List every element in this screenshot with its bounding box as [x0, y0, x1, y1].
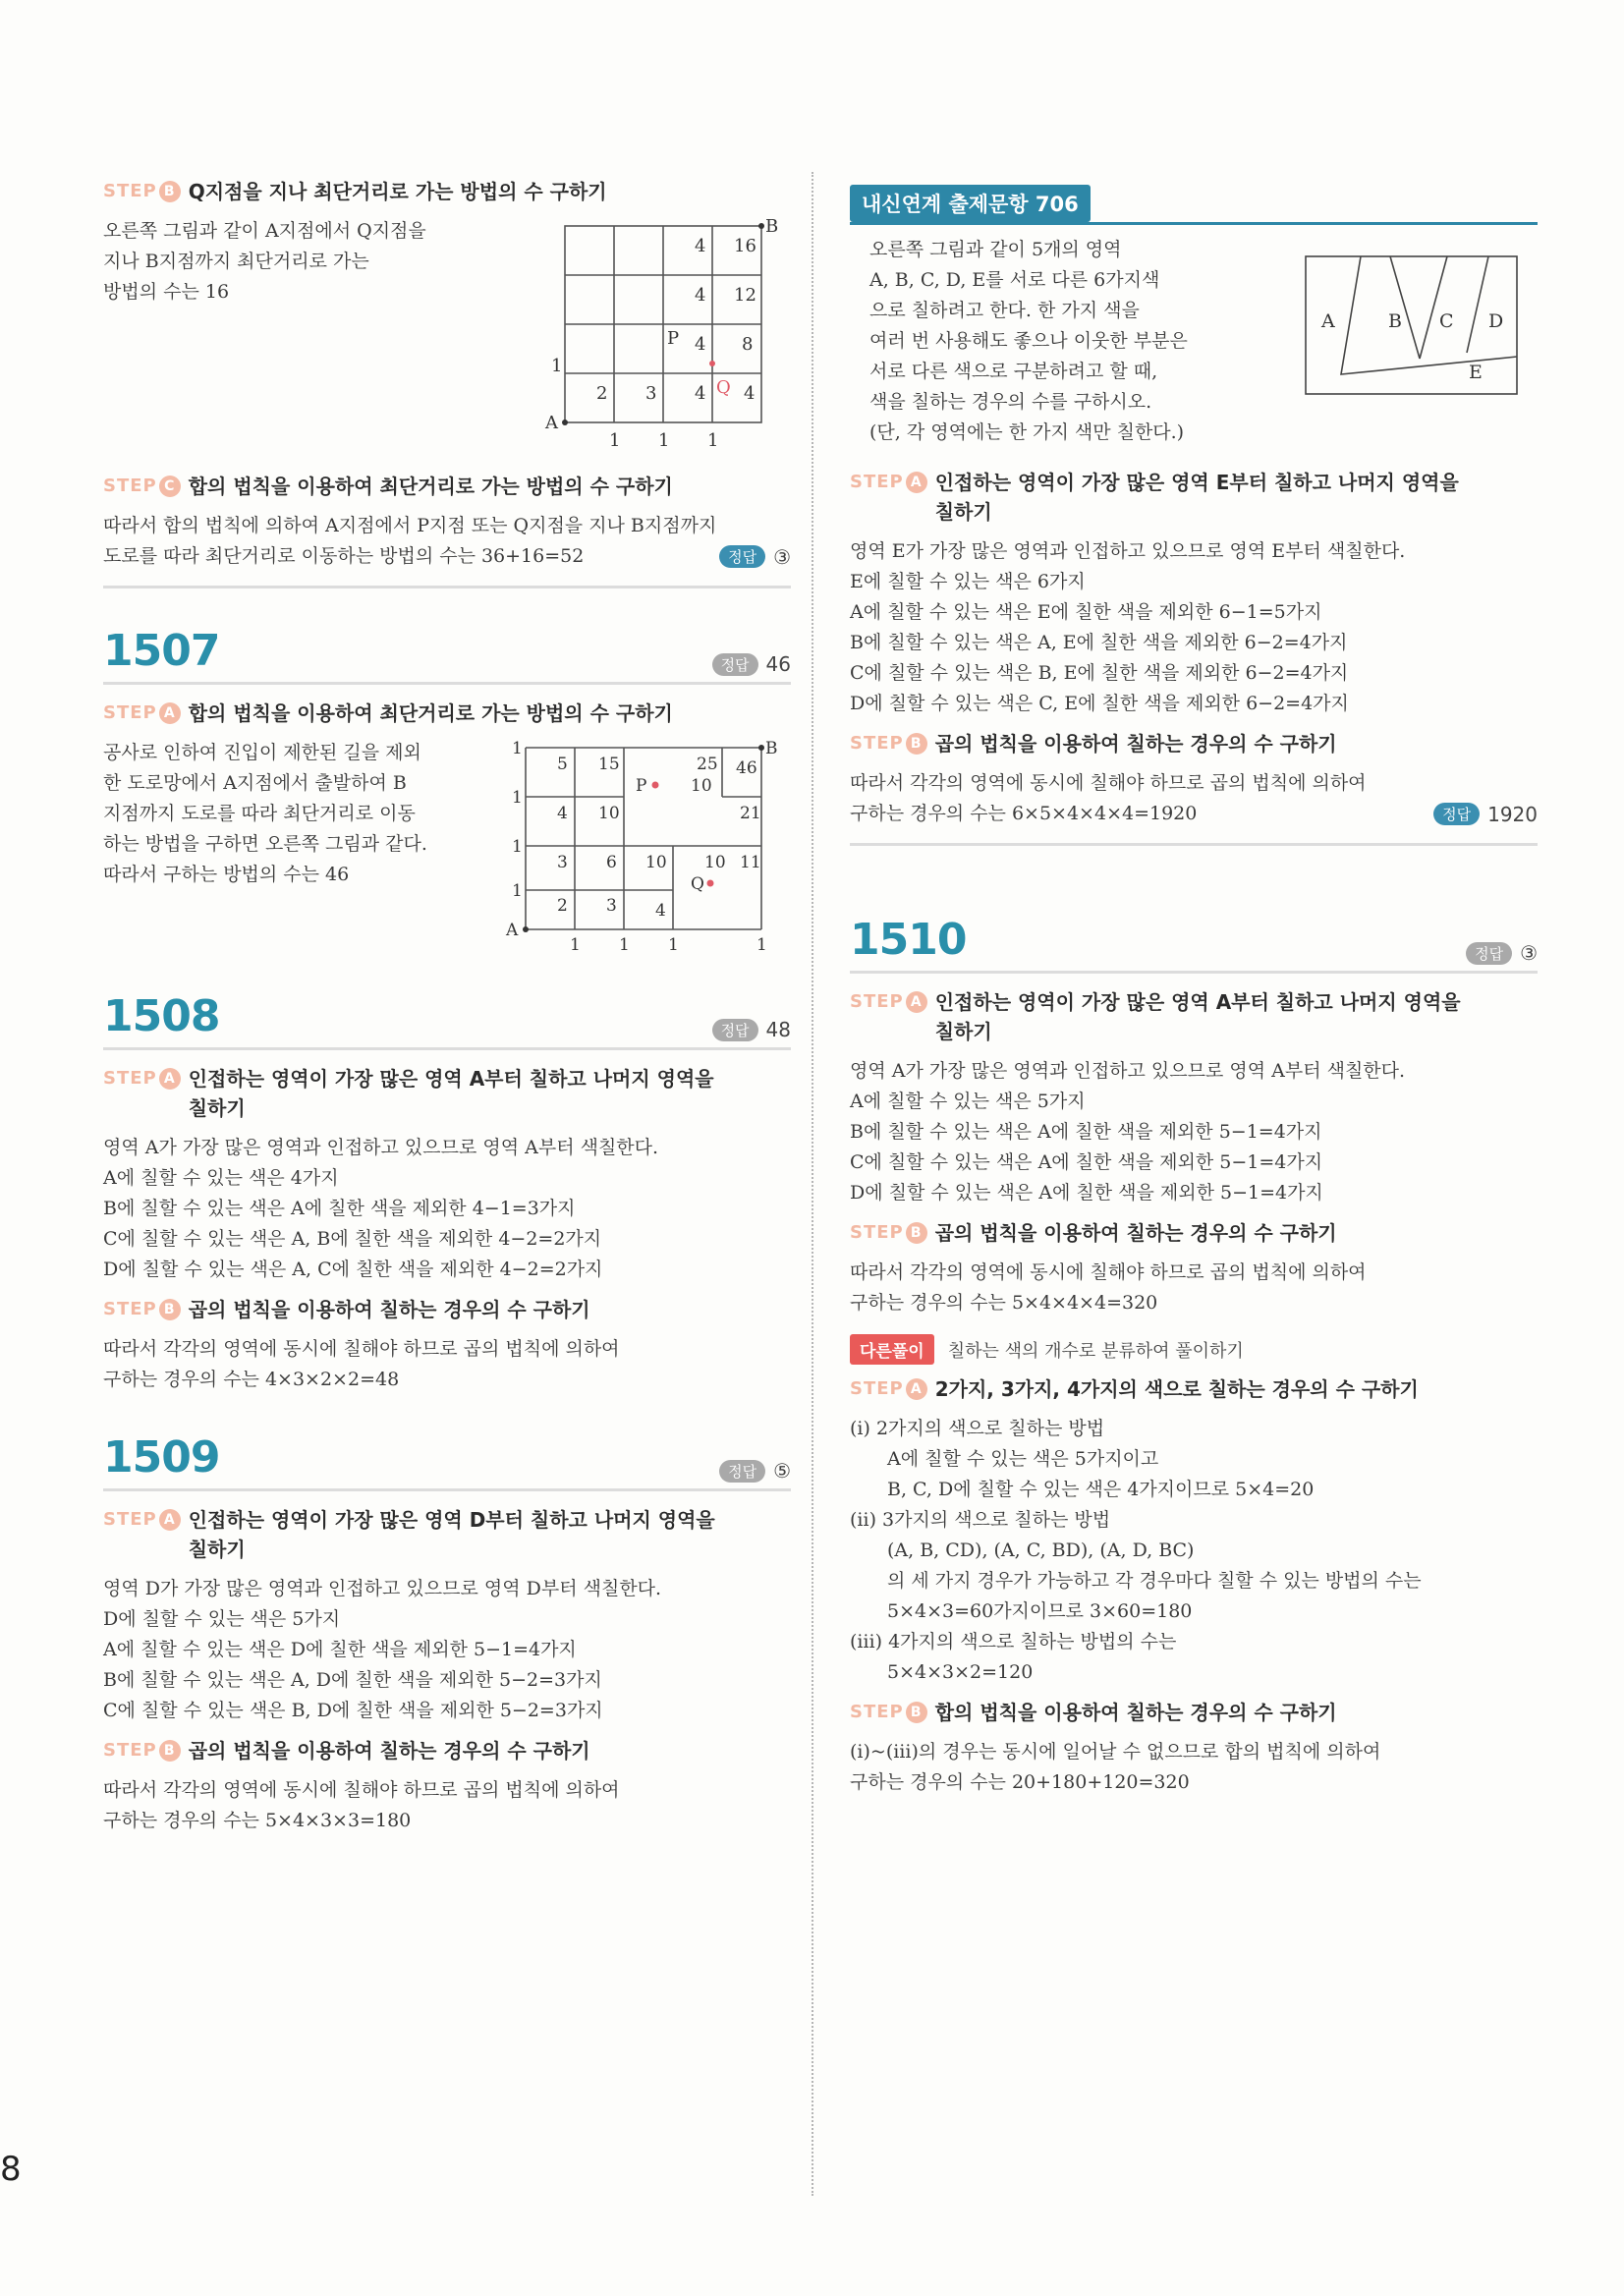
step-heading: STEP B 곱의 법칙을 이용하여 칠하는 경우의 수 구하기	[850, 1221, 1337, 1245]
step-heading: STEP B 곱의 법칙을 이용하여 칠하는 경우의 수 구하기	[850, 732, 1337, 756]
svg-text:4: 4	[655, 901, 666, 921]
svg-text:1: 1	[668, 935, 679, 954]
svg-text:C: C	[1439, 310, 1454, 332]
right-column: 내신연계 출제문항 706 오른쪽 그림과 같이 5개의 영역 A, B, C, D, E를 서로 다른 6가지색 으로 칠하려고 한다. 한 가지 색을 여러 번 사용해도 좋으나 이웃한 부분은 서로 다른 색으로 구분하려고 할 때, 색을 칠하는 경우의 수를 구하시오. (단, 각 영역에는 한 가지 색만 칠한다.) A B C D E STEP A 인접하는 영역이 가장 많은 영역 E부터 칠하고 나머지 영역을 칠하기 영역 E가 가장 많은 영역과 인접하고 있으므로 영역 E부터 색칠한다. E에 칠할 수 있는 색은 6가지 A에 칠할 수 있는 색은 E에 칠한 색을 제외한 6−1=5가지 B에 칠할 수 있는 색은 A, E에 칠한 색을 제외한 6−2=4가지 C에 칠할 수 있는 색은 B, E에 칠한 색을 제외한 6−2=4가지 D에 칠할 수 있는 색은 C, E에 칠한 색을 제외한 6−2=4가지 STEP B 곱의 법칙을 이용하여 칠하는 경우의 수 구하기 따라서 각각의 영역에 동시에 칠해야 하므로 곱의 법칙에 의하여 구하는 경우의 수는 6×5×4×4×4=1920 정답 1920 1510 정답 ③ STEP A 인접하는 영역이 가장 많은 영역 A부터 칠하고 나머지 영역을 칠하기 영역 A가 가장 많은 영역과 인접하고 있으므로 영역 A부터 색칠한다. A에 칠할 수 있는 색은 5가지 B에 칠할 수 있는 색은 A에 칠한 색을 제외한 5−1=4가지 C에 칠할 수 있는 색은 A에 칠한 색을 제외한 5−1=4가지 D에 칠할 수 있는 색은 A에 칠한 색을 제외한 5−1=4가지 STEP B 곱의 법칙을 이용하여 칠하는 경우의 수 구하기 따라서 각각의 영역에 동시에 칠해야 하므로 곱의 법칙에 의하여 구하는 경우의 수는 5×4×4×4=320 다른풀이 칠하는 색의 개수로 분류하여 풀이하기 STEP A 2가지, 3가지, 4가지의 색으로 칠하는 경우의 수 구하기 (ⅰ) 2가지의 색으로 칠하는 방법 A에 칠할 수 있는 색은 5가지이고 B, C, D에 칠할 수 있는 색은 4가지이므로 5×4=20 (ⅱ) 3가지의 색으로 칠하는 방법 (A, B, CD), (A, C, BD), (A, D, BC) 의 세 가지 경우가 가능하고 각 경우마다 칠할 수 있는 방법의 수는 5×4×3=60가지이므로 3×60=180 (ⅲ) 4가지의 색으로 칠하는 방법의 수는 5×4×3×2=120 STEP B 합의 법칙을 이용하여 칠하는 경우의 수 구하기 (ⅰ)~(ⅲ)의 경우는 동시에 일어날 수 없으므로 합의 법칙에 의하여 구하는 경우의 수는 20+180+120=320	[850, 167, 1538, 1798]
region-diagram	[1302, 252, 1523, 400]
svg-text:16: 16	[734, 236, 756, 256]
label-B: B	[765, 216, 779, 237]
svg-text:A: A	[1321, 310, 1335, 332]
svg-text:4: 4	[744, 383, 756, 404]
svg-text:6: 6	[606, 853, 617, 872]
problem-header-1507: 1507 정답 46	[103, 626, 791, 685]
grid-diagram-1	[535, 216, 811, 462]
svg-text:P: P	[636, 776, 647, 796]
svg-text:2: 2	[557, 896, 568, 916]
svg-text:10: 10	[598, 804, 620, 823]
step-heading: STEP B 곱의 법칙을 이용하여 칠하는 경우의 수 구하기	[103, 1298, 590, 1321]
column-divider	[812, 172, 813, 2196]
svg-text:3: 3	[557, 853, 568, 872]
step-heading: STEP A 인접하는 영역이 가장 많은 영역 A부터 칠하고 나머지 영역을 칠하기	[850, 990, 1461, 1043]
problem-header-1510: 1510 정답 ③	[850, 915, 1538, 974]
svg-text:1: 1	[609, 430, 621, 451]
problem-header-1508: 1508 정답 48	[103, 991, 791, 1050]
svg-text:4: 4	[695, 334, 706, 355]
step-heading: STEP A 인접하는 영역이 가장 많은 영역 D부터 칠하고 나머지 영역을 칠하기	[103, 1508, 715, 1561]
svg-text:1: 1	[570, 935, 581, 954]
svg-text:4: 4	[695, 285, 706, 306]
svg-text:1: 1	[512, 788, 523, 808]
svg-text:1: 1	[707, 430, 719, 451]
step-heading: STEP A 합의 법칙을 이용하여 최단거리로 가는 방법의 수 구하기	[103, 701, 673, 725]
svg-text:1: 1	[512, 881, 523, 901]
svg-text:E: E	[1469, 362, 1483, 383]
svg-text:4: 4	[695, 236, 706, 256]
svg-text:15: 15	[598, 755, 620, 774]
step-heading: STEP A 인접하는 영역이 가장 많은 영역 A부터 칠하고 나머지 영역을 칠하기	[103, 1067, 714, 1120]
problem-header-1509: 1509 정답 ⑤	[103, 1432, 791, 1491]
svg-text:4: 4	[695, 383, 706, 404]
label-Q: Q	[716, 377, 731, 398]
svg-text:3: 3	[606, 896, 617, 916]
svg-text:5: 5	[557, 755, 568, 774]
svg-text:2: 2	[596, 383, 608, 404]
p1507-text: 공사로 인하여 진입이 제한된 길을 제외 한 도로망에서 A지점에서 출발하여 B 지점까지 도로를 따라 최단거리로 이동 하는 방법을 구하면 오른쪽 그림과 같다. 따라서 구하는 방법의 수는 46	[103, 742, 427, 885]
grid-diagram-1507	[496, 738, 791, 954]
svg-text:Q: Q	[691, 874, 704, 894]
svg-text:1: 1	[551, 356, 563, 376]
svg-text:21: 21	[740, 804, 761, 823]
svg-text:4: 4	[557, 804, 568, 823]
svg-text:B: B	[1388, 310, 1402, 332]
svg-text:25: 25	[697, 755, 718, 774]
left-column: STEP B Q지점을 지나 최단거리로 가는 방법의 수 구하기 오른쪽 그림과 같이 A지점에서 Q지점을 지나 B지점까지 최단거리로 가는 방법의 수는 16 A B P Q 4 16 4 12 4 8 1 2 3 4 4 1 1 1 STEP C 합의 법칙을 이용하여 최단거리로 가는 방법의 수 구하기 따라서 합의 법칙에 의하여 A지점에서 P지점 또는 Q지점을 지나 B지점까지 도로를 따라 최단거리로 이동하는 방법의 수는 36+16=52 정답 ③ 1507 정답 46 STEP A 합의 법칙을 이용하여 최단거리로 가는 방법의 수 구하기 공사로 인하여 진입이 제한된 길을 제외 한 도로망에서 A지점에서 출발하여 B 지점까지 도로를 따라 최단거리로 이동 하는 방법을 구하면 오른쪽 그림과 같다. 따라서 구하는 방법의 수는 46 A B P Q 1 1 1 1 5 15 25 46 4 10 10 21 3 6 10 10 11 2 3 4 1 1 1 1 1508 정답 48 STEP A 인접하는 영역이 가장 많은 영역 A부터 칠하고 나머지 영역을 칠하기 영역 A가 가장 많은 영역과 인접하고 있으므로 영역 A부터 색칠한다. A에 칠할 수 있는 색은 4가지 B에 칠할 수 있는 색은 A에 칠한 색을 제외한 4−1=3가지 C에 칠할 수 있는 색은 A, B에 칠한 색을 제외한 4−2=2가지 D에 칠할 수 있는 색은 A, C에 칠한 색을 제외한 4−2=2가지 STEP B 곱의 법칙을 이용하여 칠하는 경우의 수 구하기 따라서 각각의 영역에 동시에 칠해야 하므로 곱의 법칙에 의하여 구하는 경우의 수는 4×3×2×2=48 1509 정답 ⑤ STEP A 인접하는 영역이 가장 많은 영역 D부터 칠하고 나머지 영역을 칠하기 영역 D가 가장 많은 영역과 인접하고 있으므로 영역 D부터 색칠한다. D에 칠할 수 있는 색은 5가지 A에 칠할 수 있는 색은 D에 칠한 색을 제외한 5−1=4가지 B에 칠할 수 있는 색은 A, D에 칠한 색을 제외한 5−2=3가지 C에 칠할 수 있는 색은 B, D에 칠한 색을 제외한 5−2=3가지 STEP B 곱의 법칙을 이용하여 칠하는 경우의 수 구하기 따라서 각각의 영역에 동시에 칠해야 하므로 곱의 법칙에 의하여 구하는 경우의 수는 5×4×3×3=180	[103, 167, 791, 1836]
label-A: A	[545, 413, 558, 433]
p706-text: 오른쪽 그림과 같이 5개의 영역 A, B, C, D, E를 서로 다른 6가지색 으로 칠하려고 한다. 한 가지 색을 여러 번 사용해도 좋으나 이웃한 부분은 서로 다른 색으로 구분하려고 할 때, 색을 칠하는 경우의 수를 구하시오. (단, 각 영역에는 한 가지 색만 칠한다.)	[869, 239, 1188, 443]
step-heading: STEP B Q지점을 지나 최단거리로 가는 방법의 수 구하기	[103, 180, 607, 203]
s1-text: 오른쪽 그림과 같이 A지점에서 Q지점을 지나 B지점까지 최단거리로 가는 방법의 수는 16	[103, 220, 426, 303]
svg-text:1: 1	[512, 739, 523, 758]
svg-text:1: 1	[756, 935, 767, 954]
svg-text:10: 10	[645, 853, 667, 872]
alternate-solution-header: 다른풀이 칠하는 색의 개수로 분류하여 풀이하기	[850, 1334, 1538, 1365]
page-number: 8	[0, 2150, 22, 2189]
svg-text:1: 1	[512, 837, 523, 857]
svg-text:3: 3	[645, 383, 657, 404]
step-heading: STEP B 곱의 법칙을 이용하여 칠하는 경우의 수 구하기	[103, 1739, 590, 1763]
svg-text:A: A	[506, 921, 519, 940]
label-P: P	[667, 328, 680, 349]
answer-badge: 정답 ③	[719, 541, 791, 572]
svg-text:B: B	[765, 739, 778, 758]
svg-text:1: 1	[619, 935, 630, 954]
step-heading: STEP A 인접하는 영역이 가장 많은 영역 E부터 칠하고 나머지 영역을 칠하기	[850, 471, 1459, 524]
svg-text:11: 11	[740, 853, 761, 872]
svg-text:46: 46	[736, 758, 757, 778]
step-heading: STEP C 합의 법칙을 이용하여 최단거리로 가는 방법의 수 구하기	[103, 475, 673, 498]
related-problem-tag: 내신연계 출제문항 706	[850, 185, 1091, 222]
svg-text:D: D	[1488, 310, 1504, 332]
svg-text:10: 10	[704, 853, 726, 872]
svg-text:10: 10	[691, 776, 712, 796]
step-heading: STEP A 2가지, 3가지, 4가지의 색으로 칠하는 경우의 수 구하기	[850, 1377, 1419, 1401]
svg-text:1: 1	[658, 430, 670, 451]
svg-text:12: 12	[734, 285, 756, 306]
svg-text:8: 8	[742, 334, 754, 355]
step-heading: STEP B 합의 법칙을 이용하여 칠하는 경우의 수 구하기	[850, 1701, 1337, 1724]
